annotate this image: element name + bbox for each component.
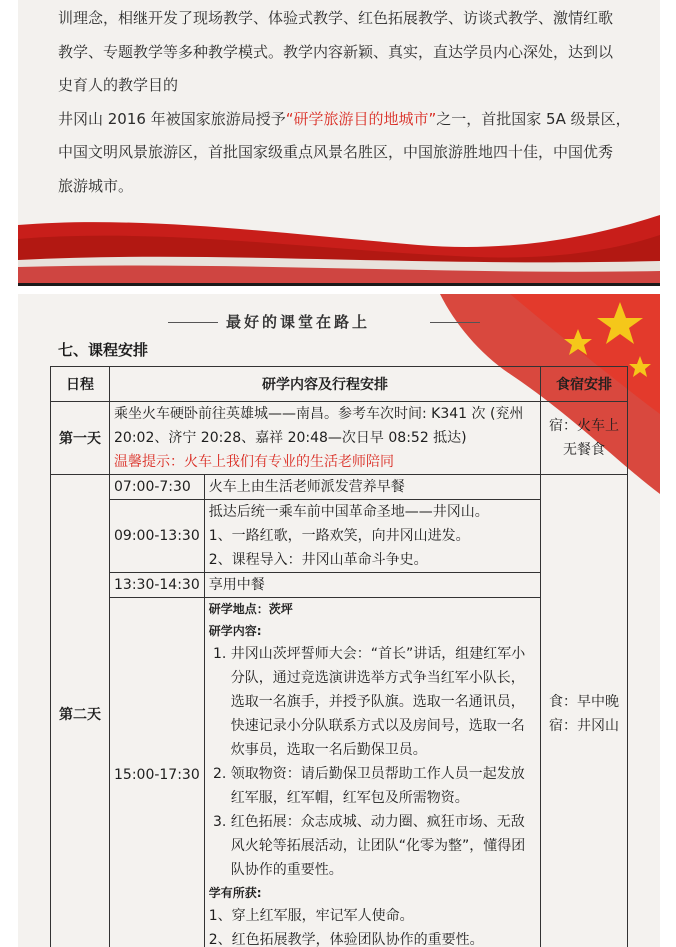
panel-divider [18, 283, 660, 286]
intro-line: 教学、专题教学等多种教学模式。教学内容新颖、真实，直达学员内心深处，达到以 [58, 42, 614, 61]
slogan-rule-right [430, 322, 480, 323]
activity-cell [204, 500, 540, 573]
slogan [168, 310, 488, 334]
activity-cell: 火车上由生活老师派发营养早餐 [204, 475, 540, 500]
day1-lodging [541, 402, 628, 475]
gain-line: 2、红色拓展教学，体验团队协作的重要性。 [208, 932, 484, 947]
intro-panel [18, 0, 660, 283]
table-header-row [51, 367, 628, 402]
red-swoosh-decoration [18, 205, 660, 283]
activity-line: 2、课程导入：井冈山革命斗争史。 [208, 552, 428, 568]
study-content-label: 研学内容: [208, 624, 262, 638]
list-item: 2. 领取物资：请后勤保卫员帮助工作人员一起发放红军服，红军帽，红军包及所需物资。 [231, 762, 536, 810]
activity-line: 抵达后统一乘车前中国革命圣地——井冈山。 [208, 504, 489, 520]
slogan-text: 最好的课堂在路上 [226, 313, 371, 331]
day1-text: 乘坐火车硬卧前往英雄城——南昌。参考车次时间: K341 次 (兖州 20:02、济宁 20:28、嘉祥 20:48—次日早 08:52 抵达) [114, 406, 524, 446]
day-label: 第二天 [51, 475, 110, 947]
intro-line: 中国文明风景旅游区，首批国家级重点风景名胜区，中国旅游胜地四十佳，中国优秀 [58, 143, 614, 161]
header-day: 日程 [51, 367, 110, 402]
lodging-line: 宿：火车上 [549, 418, 619, 434]
table-row [51, 475, 628, 500]
schedule-panel [18, 294, 660, 947]
gain-line: 1、穿上红军服，牢记军人使命。 [208, 908, 414, 924]
lodging-line: 宿：井冈山 [549, 717, 619, 734]
day2-lodging [541, 475, 628, 947]
time-cell: 15:00-17:30 [110, 598, 205, 947]
day1-tip: 温馨提示：火车上我们有专业的生活老师陪同 [114, 454, 394, 470]
header-lodging: 食宿安排 [541, 367, 628, 402]
intro-line: 旅游城市。 [58, 176, 134, 195]
highlight-title: “研学旅游目的地城市” [285, 109, 437, 128]
study-location: 研学地点：茨坪 [208, 602, 293, 616]
schedule-table [50, 366, 628, 947]
time-cell: 09:00-13:30 [110, 500, 205, 573]
time-cell: 07:00-7:30 [110, 475, 205, 500]
intro-prefix: 井冈山 2016 年被国家旅游局授予 [58, 109, 286, 128]
time-cell: 13:30-14:30 [110, 573, 205, 598]
activity-line: 1、一路红歌，一路欢笑，向井冈山进发。 [208, 528, 470, 544]
day-label: 第一天 [51, 402, 110, 475]
activity-cell: 享用中餐 [204, 573, 540, 598]
section-title: 七、课程安排 [58, 341, 149, 359]
intro-line [58, 103, 638, 137]
intro-line: 训理念，相继开发了现场教学、体验式教学、红色拓展教学、访谈式教学、激情红歌 [58, 9, 614, 27]
lodging-line: 食：早中晚 [549, 693, 619, 710]
table-row [51, 402, 628, 475]
intro-text [58, 2, 638, 203]
activity-detail-cell [204, 598, 540, 947]
slogan-rule-left [168, 322, 218, 323]
lodging-line: 无餐食 [563, 442, 605, 458]
intro-line: 史育人的教学目的 [58, 76, 179, 94]
list-item: 3. 红色拓展：众志成城、动力圈、疯狂市场、无敌风火轮等拓展活动，让团队“化零为整”，懂得团队协作的重要性。 [231, 810, 536, 882]
gains-label: 学有所获: [208, 886, 262, 900]
day1-content [110, 402, 541, 475]
header-content: 研学内容及行程安排 [110, 367, 541, 402]
intro-suffix: 之一，首批国家 5A 级景区， [436, 109, 631, 128]
list-item: 1. 井冈山茨坪誓师大会：“首长”讲话，组建红军小分队，通过竞选演讲选举方式争当红军小队长，选取一名旗手，并授予队旗。选取一名通讯员，快速记录小分队联系方式以及房间号，选取一名炊事员，选取一名后勤保卫员。 [231, 642, 536, 762]
study-item-list [209, 642, 536, 882]
